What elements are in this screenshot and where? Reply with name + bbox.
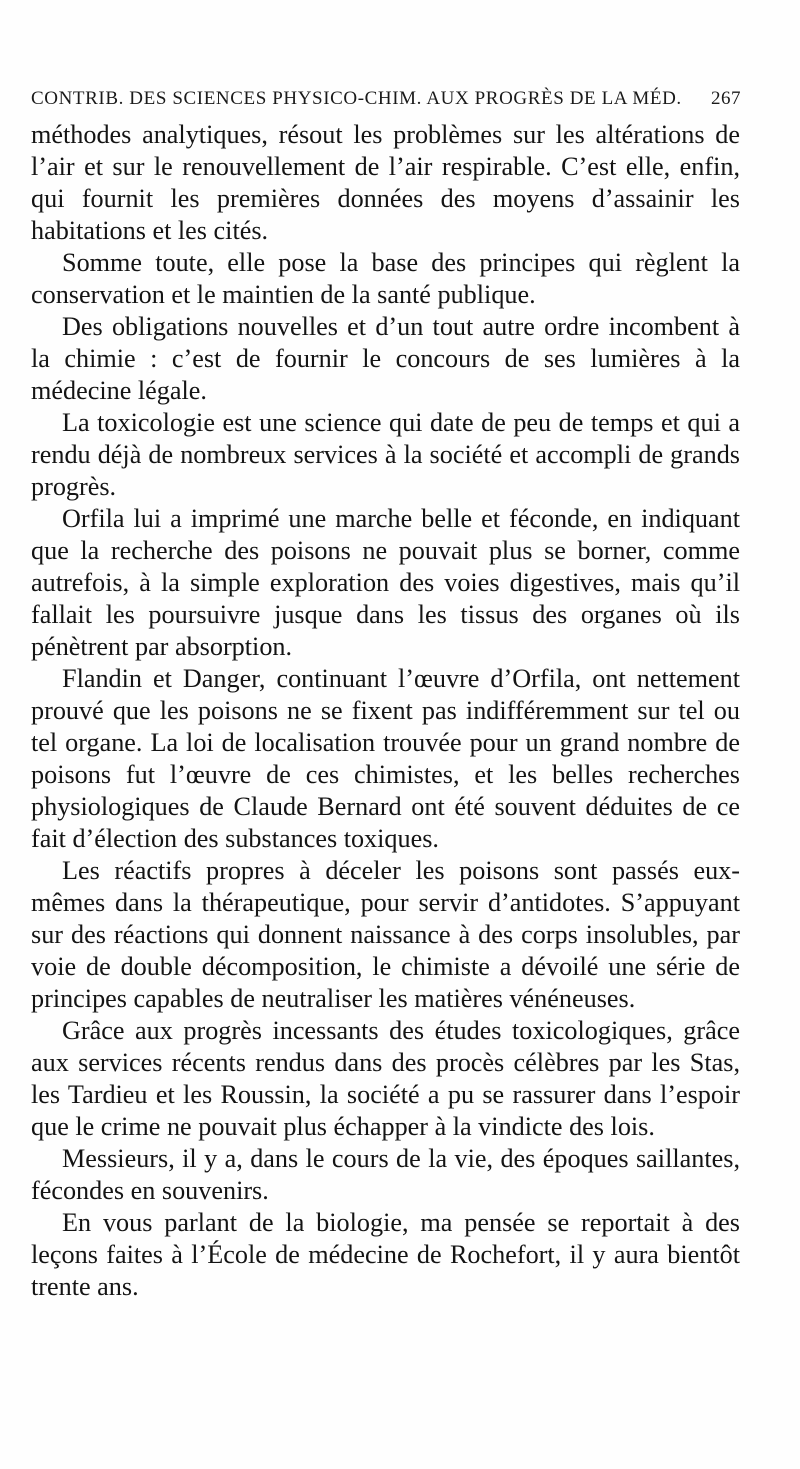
- body-text: [31, 119, 740, 1303]
- paragraph: En vous parlant de la biologie, ma pensée se reportait à des leçons faites à l’École de médecine de Rochefort, il y aura bientôt trente ans.: [31, 1208, 740, 1301]
- running-title: CONTRIB. DES SCIENCES PHYSICO-CHIM. AUX PROGRÈS DE LA MÉD.: [31, 88, 682, 109]
- paragraph: Messieurs, il y a, dans le cours de la vie, des époques saillantes, fécondes en souvenirs.: [31, 1144, 740, 1205]
- paragraph-continued: méthodes analytiques, résout les problèmes sur les altérations de l’air et sur le renouvellement de l’air respirable. C’est elle, enfin, qui fournit les premières données des moyens d’assainir les habitations et les cités.: [31, 120, 740, 245]
- paragraph: Des obligations nouvelles et d’un tout autre ordre incombent à la chimie : c’est de fournir le concours de ses lumières à la médecine légale.: [31, 312, 740, 405]
- paragraph: Grâce aux progrès incessants des études toxicologiques, grâce aux services récents rendus dans des procès célèbres par les Stas, les Tardieu et les Roussin, la société a pu se rassurer dans l’espoir que le crime ne pouvait plus échapper à la vindicte des lois.: [31, 1016, 740, 1141]
- page-number: 267: [711, 88, 741, 109]
- paragraph: Flandin et Danger, continuant l’œuvre d’Orfila, ont nettement prouvé que les poisons ne se fixent pas indifféremment sur tel ou tel organe. La loi de localisation trouvée pour un grand nombre de poisons fut l’œuvre de ces chimistes, et les belles recherches physiologiques de Claude Bernard ont été souvent déduites de ce fait d’élection des substances toxiques.: [31, 664, 740, 853]
- paragraph: Somme toute, elle pose la base des principes qui règlent la conservation et le maintien de la santé publique.: [31, 248, 740, 309]
- paragraph: Les réactifs propres à déceler les poisons sont passés eux-mêmes dans la thérapeutique, pour servir d’antidotes. S’appuyant sur des réactions qui donnent naissance à des corps insolubles, par voie de double décomposition, le chimiste a dévoilé une série de principes capables de neutraliser les matières vénéneuses.: [31, 856, 740, 1013]
- running-head: [31, 88, 741, 118]
- paragraph: La toxicologie est une science qui date de peu de temps et qui a rendu déjà de nombreux services à la société et accompli de grands progrès.: [31, 408, 740, 501]
- paragraph: Orfila lui a imprimé une marche belle et féconde, en indiquant que la recherche des poisons ne pouvait plus se borner, comme autrefois, à la simple exploration des voies digestives, mais qu’il fallait les poursuivre jusque dans les tissus des organes où ils pénètrent par absorption.: [31, 504, 740, 661]
